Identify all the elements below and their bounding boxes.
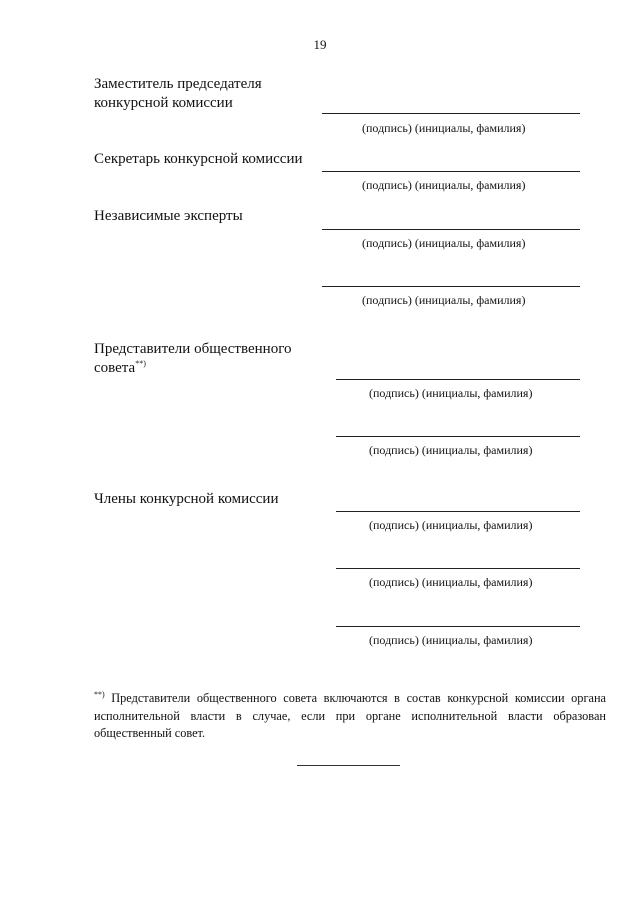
deputy-chairman-label — [94, 75, 262, 113]
signature-caption: (подпись) (инициалы, фамилия) — [362, 178, 526, 192]
footnote — [94, 690, 606, 743]
label-line: Члены конкурсной комиссии — [94, 491, 279, 507]
signature-line — [336, 379, 580, 380]
signature-caption: (подпись) (инициалы, фамилия) — [369, 386, 533, 400]
label-line: конкурсной комиссии — [94, 95, 233, 111]
signature-line — [322, 286, 580, 287]
signature-caption: (подпись) (инициалы, фамилия) — [369, 633, 533, 647]
page-number: 19 — [313, 37, 327, 52]
signature-line — [336, 436, 580, 437]
footnote-marker: **) — [135, 359, 146, 368]
signature-caption: (подпись) (инициалы, фамилия) — [369, 443, 533, 457]
signature-line — [336, 568, 580, 569]
footnote-marker: **) — [94, 689, 105, 699]
footnote-text: Представители общественного совета включаются в состав конкурсной комиссии органа исполнительной власти в случае, если при органе исполнительной власти образован общественный совет. — [94, 691, 606, 740]
commission-members-label — [94, 490, 278, 509]
signature-line — [336, 626, 580, 627]
label-line: Секретарь конкурсной комиссии — [94, 151, 303, 167]
public-council-label — [94, 340, 291, 378]
signature-line — [322, 113, 580, 114]
label-line: Независимые эксперты — [94, 208, 243, 224]
label-line: Представители общественного — [94, 341, 292, 357]
signature-caption: (подпись) (инициалы, фамилия) — [362, 293, 526, 307]
signature-line — [322, 171, 580, 172]
independent-experts-label — [94, 207, 243, 226]
end-divider — [297, 765, 400, 766]
signature-caption: (подпись) (инициалы, фамилия) — [362, 236, 526, 250]
label-line: Заместитель председателя — [94, 76, 262, 92]
signature-caption: (подпись) (инициалы, фамилия) — [362, 121, 526, 135]
secretary-label — [94, 150, 303, 169]
signature-line — [322, 229, 580, 230]
signature-caption: (подпись) (инициалы, фамилия) — [369, 518, 533, 532]
signature-line — [336, 511, 580, 512]
signature-caption: (подпись) (инициалы, фамилия) — [369, 575, 533, 589]
label-line: совета**) — [94, 359, 146, 376]
